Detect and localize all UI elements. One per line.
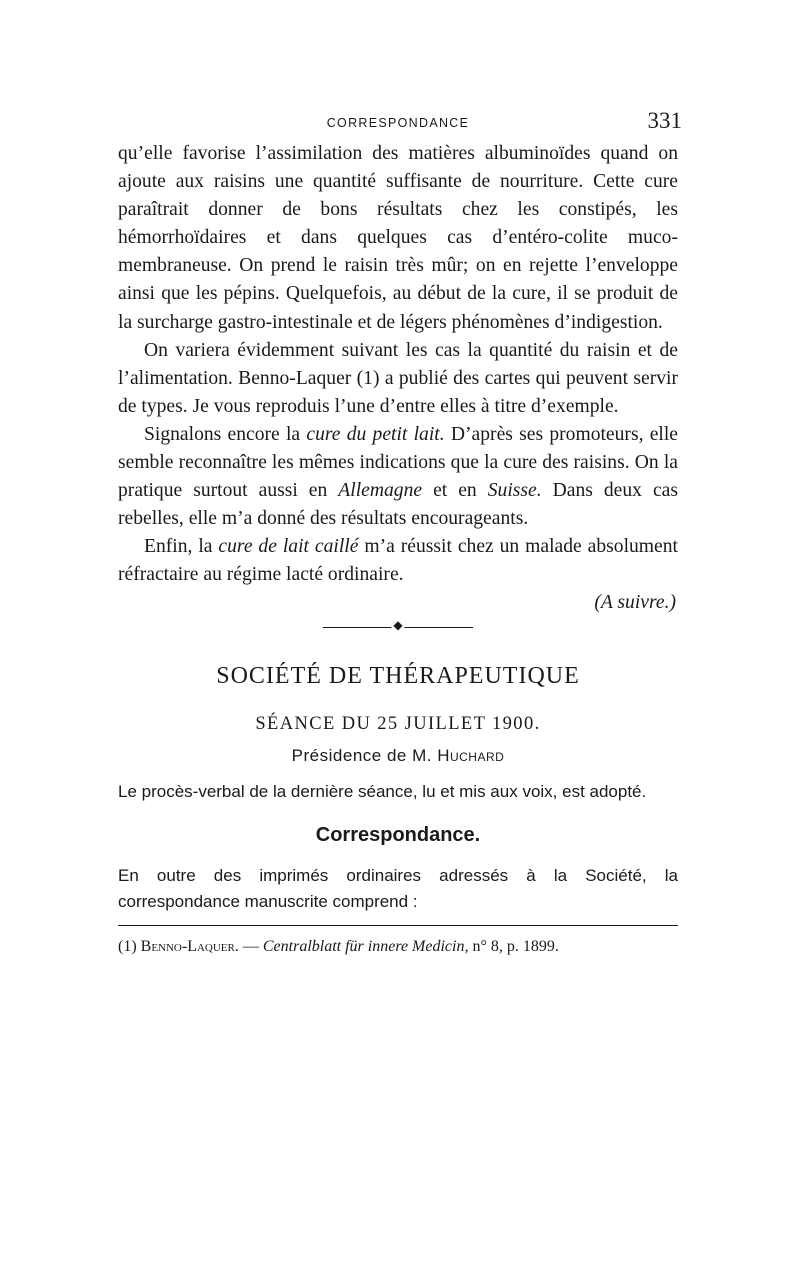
correspondance-heading: Correspondance. — [315, 823, 481, 846]
footnote: (1) Benno-Laquer. — Centralblatt für innere Medicin, n° 8, p. 1899. — [118, 937, 559, 955]
ornament-icon: ◆ — [393, 617, 403, 632]
footnote-journal: Centralblatt für innere Medicin, — [262, 937, 469, 955]
to-be-continued: (A suivre.) — [594, 591, 676, 613]
section-divider-ornament — [323, 617, 473, 632]
book-page — [118, 100, 682, 956]
footnote-rule — [118, 925, 678, 926]
presidency-line: Présidence de M. Huchard — [291, 745, 505, 765]
correspondance-paragraph: En outre des imprimés ordinaires adressés à la Société, la correspondance manuscrite comprend : — [118, 865, 678, 911]
running-header — [118, 100, 682, 140]
paragraph-whey-cure: Signalons encore la cure du petit lait. D’après ses promoteurs, elle semble reconnaître les mêmes indications que la cure des raisins. On la pratique surtout aussi en Allemagne et en Suisse. Dans deux cas rebelles, elle m’a donné des résultats encourageants. — [118, 423, 678, 530]
paragraph-curdled-milk: Enfin, la cure de lait caillé m’a réussit chez un malade absolument réfractaire au régime lacté ordinaire. — [118, 536, 678, 586]
emphasis-curdled-milk: cure de lait caillé — [218, 536, 359, 558]
president-name: Huchard — [437, 745, 505, 765]
footnote-author: Benno-Laquer. — [140, 937, 239, 955]
paragraph-grape-cure: qu’elle favorise l’assimilation des matières albuminoïdes quand on ajoute aux raisins une quantité suffisante de nourriture. Cette cure paraîtrait donner de bons résultats chez les constipés, les hémorrhoïdaires et dans quelques cas d’entéro-colite muco-membraneuse. On prend le raisin très mûr; on en rejette l’enveloppe ainsi que les pépins. Quelquefois, au début de la cure, il se produit de la surcharge gastro-intestinale et de légers phénomènes d’indigestion. — [118, 143, 678, 333]
article-body — [118, 140, 678, 590]
emphasis-germany: Allemagne — [338, 480, 423, 502]
paragraph-quantity: On variera évidemment suivant les cas la quantité du raisin et de l’alimentation. Benno-Laquer (1) a publié des cartes qui peuvent servir de types. Je vous reproduis l’une d’entre elles à titre d’exemple. — [118, 339, 678, 417]
emphasis-switzerland: Suisse. — [487, 480, 542, 502]
running-title: CORRESPONDANCE — [326, 116, 470, 130]
session-date: SÉANCE DU 25 JUILLET 1900. — [255, 713, 541, 734]
society-title: SOCIÉTÉ DE THÉRAPEUTIQUE — [216, 662, 580, 689]
minutes-adopted: Le procès-verbal de la dernière séance, lu et mis aux voix, est adopté. — [118, 781, 647, 801]
emphasis-whey-cure: cure du petit lait. — [306, 423, 445, 445]
page-number: 331 — [647, 108, 682, 133]
